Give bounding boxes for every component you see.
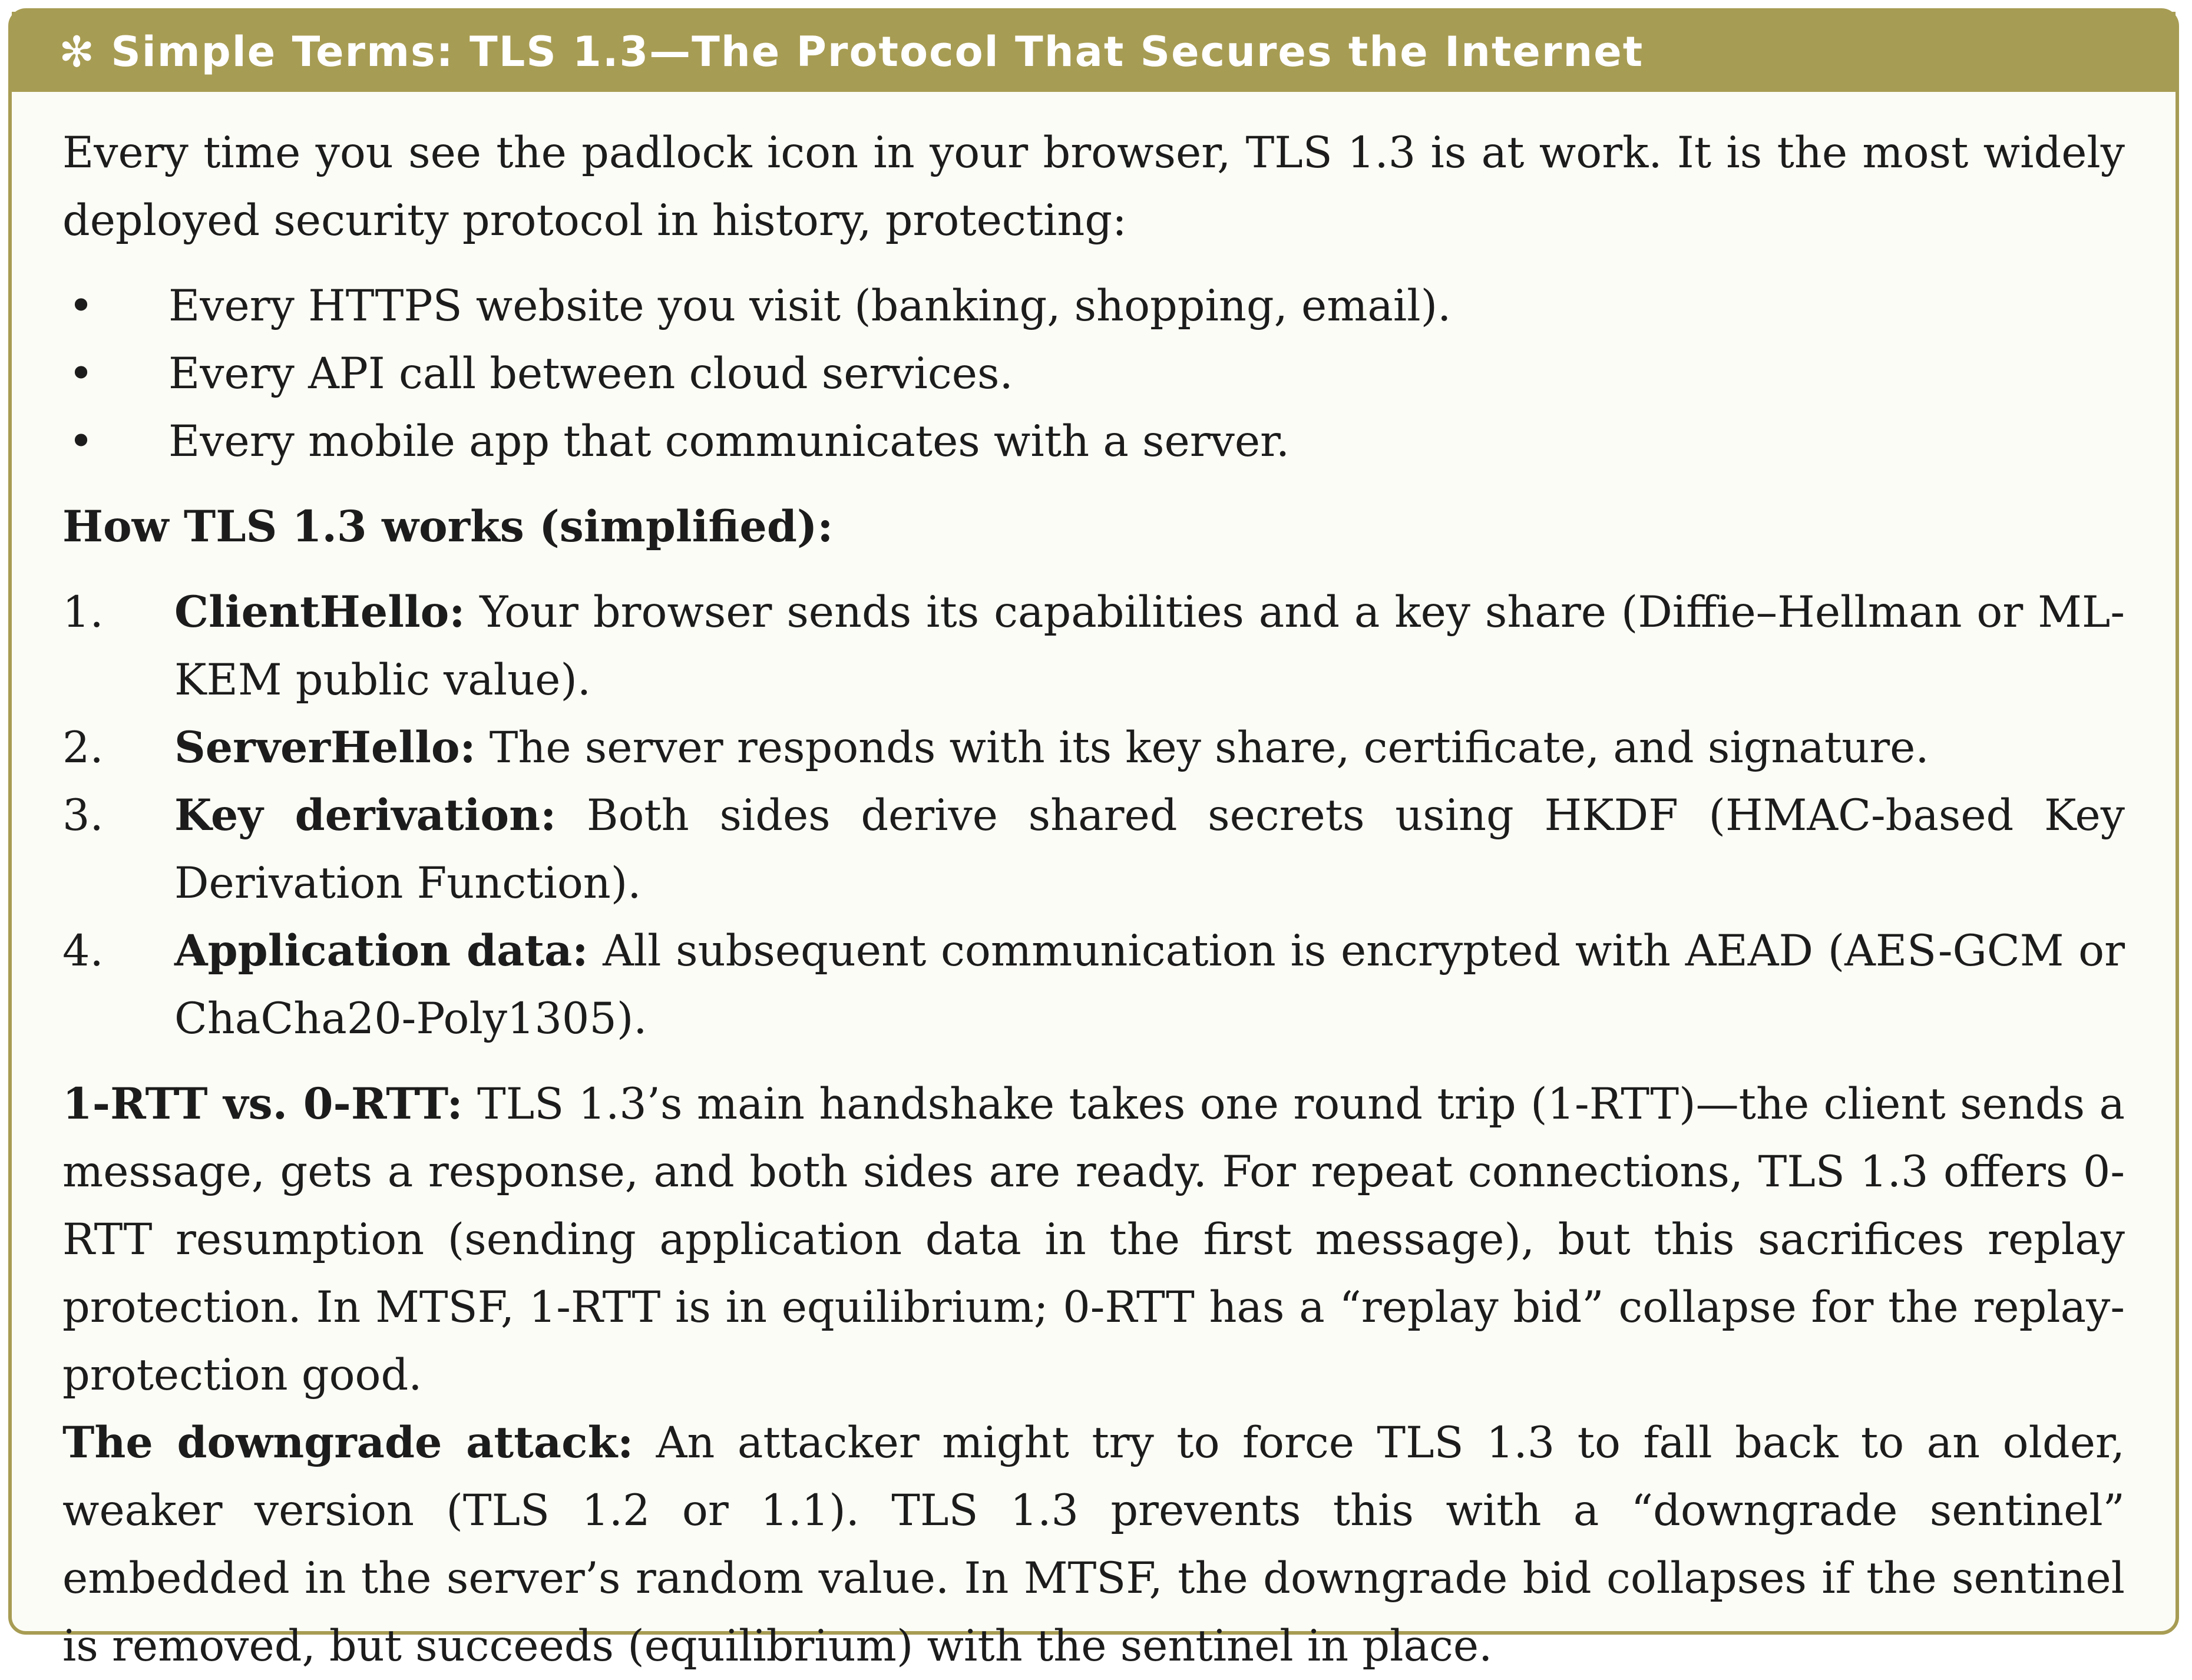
box-content bbox=[12, 92, 2176, 1680]
downgrade-paragraph bbox=[62, 1409, 2125, 1680]
step-number: 3. bbox=[62, 791, 104, 841]
step-text: All subsequent communication is encrypted with AEAD (AES-GCM or ChaCha20-Poly1305). bbox=[174, 926, 2125, 1044]
rtt-label: 1-RTT vs. 0-RTT: bbox=[62, 1079, 463, 1129]
step-text: Both sides derive shared secrets using HKDF (HMAC-based Key Derivation Function). bbox=[174, 791, 2125, 908]
list-item bbox=[62, 408, 2125, 475]
list-item bbox=[62, 782, 2125, 917]
step-number: 1. bbox=[62, 587, 104, 637]
simple-terms-box bbox=[8, 8, 2179, 1671]
box-header bbox=[12, 12, 2176, 92]
step-label: Key derivation: bbox=[174, 790, 557, 841]
bullet-icon: • bbox=[68, 281, 94, 331]
bullet-text: Every API call between cloud services. bbox=[168, 349, 1013, 399]
step-number: 2. bbox=[62, 723, 104, 773]
rtt-paragraph bbox=[62, 1070, 2125, 1409]
step-text: The server responds with its key share, certificate, and signature. bbox=[489, 723, 1929, 773]
intro-paragraph: Every time you see the padlock icon in your browser, TLS 1.3 is at work. It is the most widely deployed security protocol in history, protecting: bbox=[62, 128, 2125, 246]
bullet-list bbox=[62, 272, 2125, 475]
list-item bbox=[62, 714, 2125, 782]
list-item bbox=[62, 917, 2125, 1053]
bullet-text: Every mobile app that communicates with a server. bbox=[168, 416, 1290, 467]
rtt-text: TLS 1.3’s main handshake takes one round trip (1-RTT)—the client sends a message, gets a response, and both sides are ready. For repeat connections, TLS 1.3 offers 0-RTT resumption (sending application data in the first message), but this sacrifices replay protection. In MTSF, 1-RTT is in equilibrium; 0-RTT has a “replay bid” collapse for the replay-protection good. bbox=[62, 1079, 2125, 1400]
downgrade-label: The downgrade attack: bbox=[62, 1417, 634, 1468]
list-item bbox=[62, 340, 2125, 408]
step-label: ServerHello: bbox=[174, 722, 476, 773]
bullet-text: Every HTTPS website you visit (banking, shopping, email). bbox=[168, 281, 1452, 331]
list-item bbox=[62, 578, 2125, 714]
steps-list bbox=[62, 578, 2125, 1053]
asterisk-icon: ✻ bbox=[59, 27, 96, 77]
step-number: 4. bbox=[62, 926, 104, 976]
step-label: ClientHello: bbox=[174, 587, 465, 637]
step-label: Application data: bbox=[174, 925, 588, 976]
bullet-icon: • bbox=[68, 349, 94, 399]
bullet-icon: • bbox=[68, 416, 94, 467]
how-heading: How TLS 1.3 works (simplified): bbox=[62, 501, 834, 552]
downgrade-text: An attacker might try to force TLS 1.3 to fall back to an older, weaker version (TLS 1.2 or 1.1). TLS 1.3 prevents this with a “downgrade sentinel” embedded in the server’s random value. In MTSF, the downgrade bid collapses if the sentinel is removed, but succeeds (equilibrium) with the sentinel in place. bbox=[62, 1418, 2125, 1671]
list-item bbox=[62, 272, 2125, 340]
box-title: Simple Terms: TLS 1.3—The Protocol That Secures the Internet bbox=[111, 28, 1644, 76]
step-text: Your browser sends its capabilities and a key share (Diffie–Hellman or ML-KEM public value). bbox=[174, 587, 2125, 705]
